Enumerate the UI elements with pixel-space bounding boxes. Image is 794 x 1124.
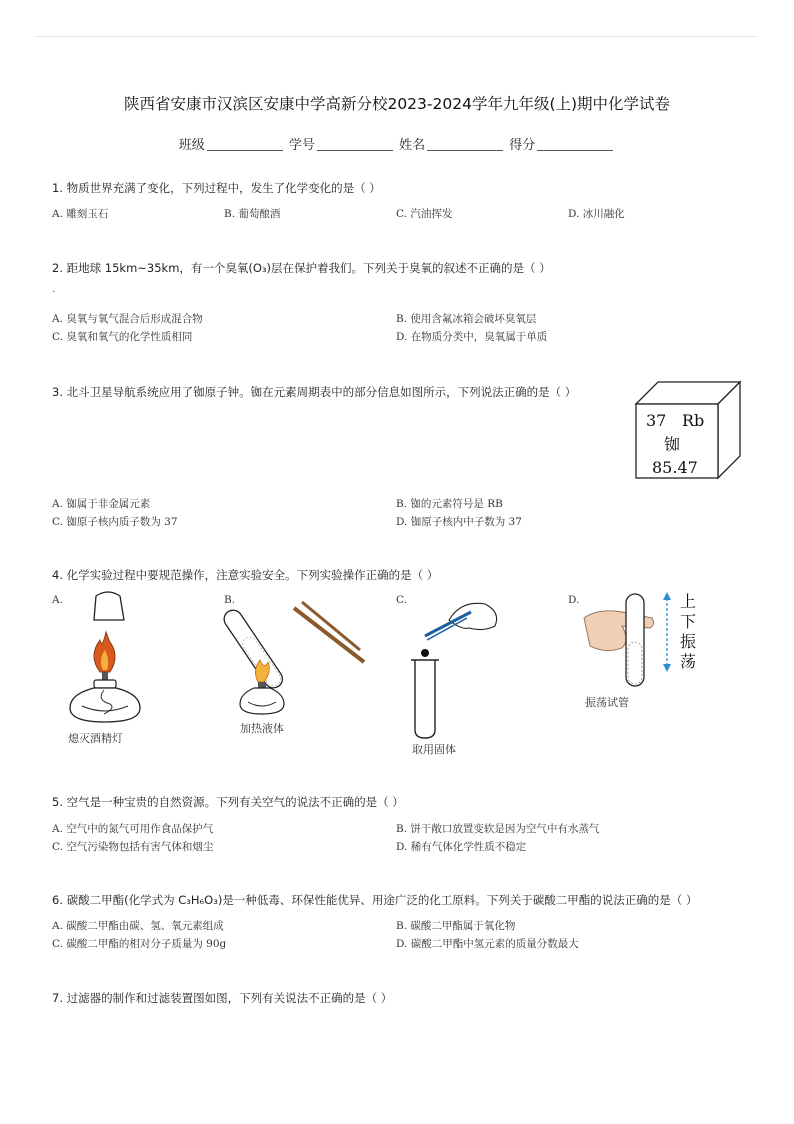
q1-option-a[interactable]: A. 雕刻玉石 bbox=[52, 208, 109, 220]
q5-option-d[interactable]: D. 稀有气体化学性质不稳定 bbox=[396, 841, 527, 853]
q2-option-c[interactable]: C. 臭氧和氧气的化学性质相同 bbox=[52, 331, 193, 343]
number-label: 学号 bbox=[288, 138, 315, 153]
caption-shake-tube: 振荡试管 bbox=[585, 696, 629, 709]
q3-option-d[interactable]: D. 铷原子核内中子数为 37 bbox=[396, 516, 522, 528]
q2-option-d[interactable]: D. 在物质分类中，臭氧属于单质 bbox=[396, 331, 548, 343]
number-blank[interactable] bbox=[317, 136, 393, 151]
q3-option-b[interactable]: B. 铷的元素符号是 RB bbox=[396, 498, 503, 510]
alcohol-lamp-blowing-illustration bbox=[60, 590, 150, 730]
score-label: 得分 bbox=[509, 138, 536, 153]
element-mass: 85.47 bbox=[652, 458, 698, 477]
q3-option-a[interactable]: A. 铷属于非金属元素 bbox=[52, 498, 151, 510]
caption-heat-liquid: 加热液体 bbox=[240, 722, 284, 735]
element-number: 37 bbox=[646, 411, 667, 430]
element-symbol: Rb bbox=[682, 411, 705, 430]
page-title: 陕西省安康市汉滨区安康中学高新分校2023-2024学年九年级(上)期中化学试卷 bbox=[123, 95, 671, 113]
up-down-arrow-icon bbox=[662, 592, 672, 672]
q5-option-b[interactable]: B. 饼干敞口放置变软是因为空气中有水蒸气 bbox=[396, 823, 600, 835]
heating-liquid-illustration bbox=[232, 590, 372, 720]
question-7-stem: 7. 过滤器的制作和过滤装置图如图，下列有关说法不正确的是（ ） bbox=[52, 991, 393, 1005]
question-4-stem: 4. 化学实验过程中要规范操作，注意实验安全。下列实验操作正确的是（ ） bbox=[52, 568, 439, 582]
question-1-stem: 1. 物质世界充满了变化，下列过程中，发生了化学变化的是（ ） bbox=[52, 181, 381, 195]
rubidium-element-card bbox=[636, 382, 746, 482]
name-blank[interactable] bbox=[427, 136, 503, 151]
q4-option-b-letter[interactable]: B. bbox=[224, 594, 236, 606]
shake-up-down-label: 上 下 振 荡 bbox=[680, 592, 697, 671]
question-3-stem: 3. 北斗卫星导航系统应用了铷原子钟。铷在元素周期表中的部分信息如图所示，下列说法正确的是（ ） bbox=[52, 385, 577, 399]
q1-option-b[interactable]: B. 葡萄酿酒 bbox=[224, 208, 281, 220]
element-name: 铷 bbox=[664, 435, 681, 454]
q4-option-c-letter[interactable]: C. bbox=[396, 594, 407, 606]
name-label: 姓名 bbox=[399, 138, 426, 153]
class-label: 班级 bbox=[178, 138, 205, 153]
q6-option-c[interactable]: C. 碳酸二甲酯的相对分子质量为 90g bbox=[52, 938, 227, 950]
q1-option-d[interactable]: D. 冰川融化 bbox=[568, 208, 625, 220]
top-divider bbox=[36, 36, 758, 37]
question-5-stem: 5. 空气是一种宝贵的自然资源。下列有关空气的说法不正确的是（ ） bbox=[52, 795, 404, 809]
q6-option-d[interactable]: D. 碳酸二甲酯中氢元素的质量分数最大 bbox=[396, 938, 579, 950]
q5-option-a[interactable]: A. 空气中的氮气可用作食品保护气 bbox=[52, 823, 214, 835]
score-blank[interactable] bbox=[537, 136, 613, 151]
class-blank[interactable] bbox=[207, 136, 283, 151]
q4-option-d-letter[interactable]: D. bbox=[568, 594, 580, 606]
q1-option-c[interactable]: C. 汽油挥发 bbox=[396, 208, 453, 220]
taking-solid-illustration bbox=[405, 590, 505, 740]
q2-dot: . bbox=[52, 284, 56, 295]
q4-option-a-letter[interactable]: A. bbox=[52, 594, 63, 606]
shaking-tube-illustration bbox=[582, 590, 672, 690]
q3-option-c[interactable]: C. 铷原子核内质子数为 37 bbox=[52, 516, 178, 528]
caption-extinguish-lamp: 熄灭酒精灯 bbox=[68, 732, 123, 745]
question-2-stem: 2. 距地球 15km~35km，有一个臭氧(O₃)层在保护着我们。下列关于臭氧的叙述不正确的是（ ） bbox=[52, 261, 551, 275]
q5-option-c[interactable]: C. 空气污染物包括有害气体和烟尘 bbox=[52, 841, 214, 853]
q6-option-a[interactable]: A. 碳酸二甲酯由碳、氢、氧元素组成 bbox=[52, 920, 224, 932]
caption-take-solid: 取用固体 bbox=[412, 743, 456, 756]
q6-option-b[interactable]: B. 碳酸二甲酯属于氧化物 bbox=[396, 920, 516, 932]
q2-option-b[interactable]: B. 使用含氟冰箱会破坏臭氧层 bbox=[396, 313, 537, 325]
question-6-stem: 6. 碳酸二甲酯(化学式为 C₃H₆O₃)是一种低毒、环保性能优异、用途广泛的化工原料。下列关于碳酸二甲酯的说法正确的是（ ） bbox=[52, 893, 698, 907]
q2-option-a[interactable]: A. 臭氧与氧气混合后形成混合物 bbox=[52, 313, 203, 325]
student-info-line bbox=[0, 134, 794, 153]
